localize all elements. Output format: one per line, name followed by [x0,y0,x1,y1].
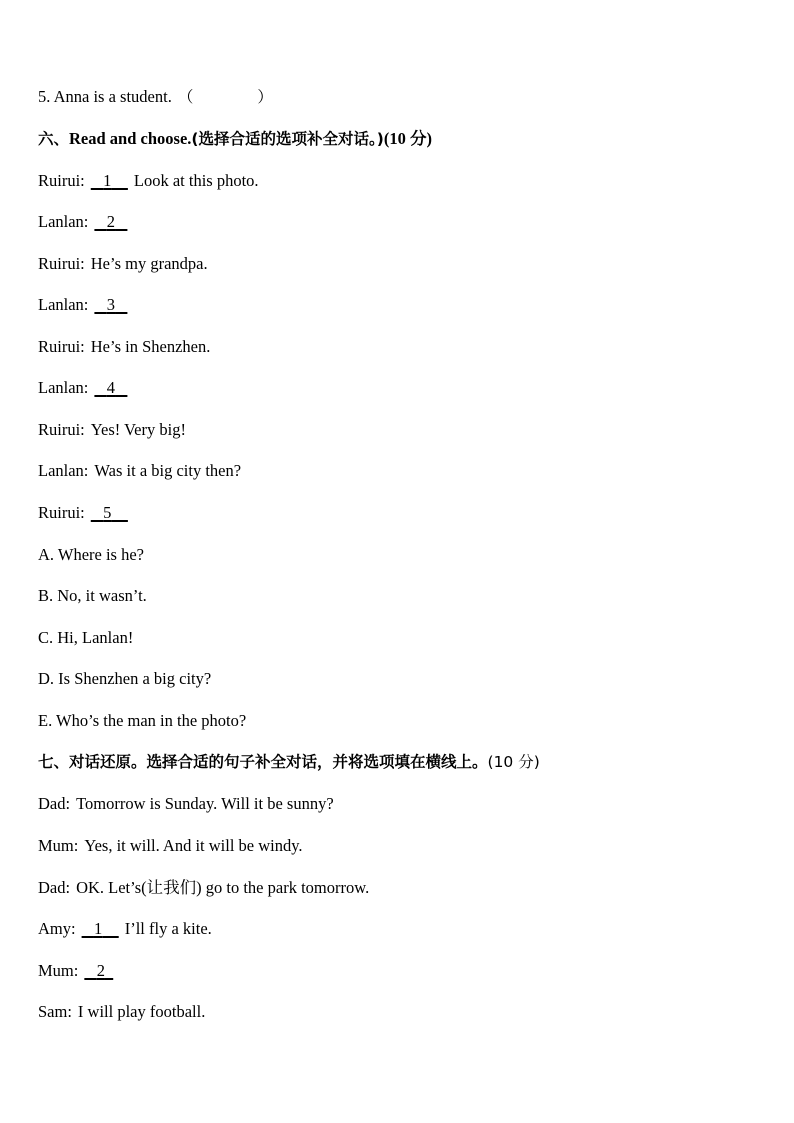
option-b: B. No, it wasn’t. [38,586,147,605]
section-7-heading [38,752,540,772]
answer-blank[interactable] [91,503,128,523]
answer-blank[interactable] [91,171,128,191]
dialogue-text: I’ll fly a kite. [124,919,212,938]
dialogue-text: He’s in Shenzhen. [90,337,211,356]
speaker: Amy: [38,919,76,938]
dialogue-line [38,1002,205,1022]
dialogue-text: Yes, it will. And it will be windy. [84,836,303,855]
speaker: Mum: [38,836,79,855]
speaker: Lanlan: [38,295,89,314]
dialogue-text: Look at this photo. [133,171,259,190]
blank-number: 5 [103,503,112,522]
dialogue-line [38,212,127,232]
speaker: Lanlan: [38,461,89,480]
speaker: Mum: [38,961,79,980]
dialogue-line [38,295,127,315]
answer-parentheses[interactable]: （ ） [177,88,273,106]
option-a: A. Where is he? [38,545,144,564]
section-6-score: (10 分) [383,129,432,148]
dialogue-line [38,919,212,939]
dialogue-line [38,254,208,274]
dialogue-line [38,378,127,398]
speaker: Ruirui: [38,337,85,356]
dialogue-line [38,961,113,981]
dialogue-text: Yes! Very big! [90,420,186,439]
option-e: E. Who’s the man in the photo? [38,711,247,730]
answer-blank[interactable] [94,295,127,315]
dialogue-text: He’s my grandpa. [90,254,208,273]
section-7-score: (10 分) [487,753,540,771]
dialogue-text: OK. Let’s(让我们) go to the park tomorrow. [76,878,370,897]
dialogue-line [38,878,369,898]
speaker: Lanlan: [38,378,89,397]
section-6-heading [38,129,432,149]
dialogue-text: Was it a big city then? [94,461,242,480]
speaker: Ruirui: [38,503,85,522]
answer-blank[interactable] [82,919,119,939]
question-5 [38,87,273,107]
blank-number: 1 [93,919,103,938]
blank-number: 2 [96,961,105,980]
dialogue-text: I will play football. [77,1002,206,1021]
question-5-text: 5. Anna is a student. [38,87,172,106]
section-6-instruction: (选择合适的选项补全对话。) [191,130,384,148]
dialogue-line [38,171,259,191]
speaker: Ruirui: [38,171,85,190]
speaker: Ruirui: [38,420,85,439]
answer-blank[interactable] [94,212,127,232]
speaker: Lanlan: [38,212,89,231]
option-c: C. Hi, Lanlan! [38,628,134,647]
dialogue-line [38,503,128,523]
dialogue-line [38,461,241,481]
dialogue-line [38,420,186,440]
speaker: Dad: [38,794,71,813]
blank-number: 4 [106,378,116,397]
dialogue-text: Tomorrow is Sunday. Will it be sunny? [76,794,334,813]
speaker: Sam: [38,1002,72,1021]
speaker: Dad: [38,878,71,897]
dialogue-line [38,836,303,856]
section-7-title: 七、对话还原。选择合适的句子补全对话，并将选项填在横线上。 [38,753,488,771]
dialogue-line [38,337,210,357]
speaker: Ruirui: [38,254,85,273]
blank-number: 2 [106,212,116,231]
blank-number: 3 [106,295,116,314]
dialogue-line [38,794,334,814]
section-6-number: 六、 [38,130,70,148]
blank-number: 1 [103,171,112,190]
option-d: D. Is Shenzhen a big city? [38,669,212,688]
section-6-title: Read and choose. [69,129,192,148]
answer-blank[interactable] [94,378,127,398]
answer-blank[interactable] [84,961,113,981]
